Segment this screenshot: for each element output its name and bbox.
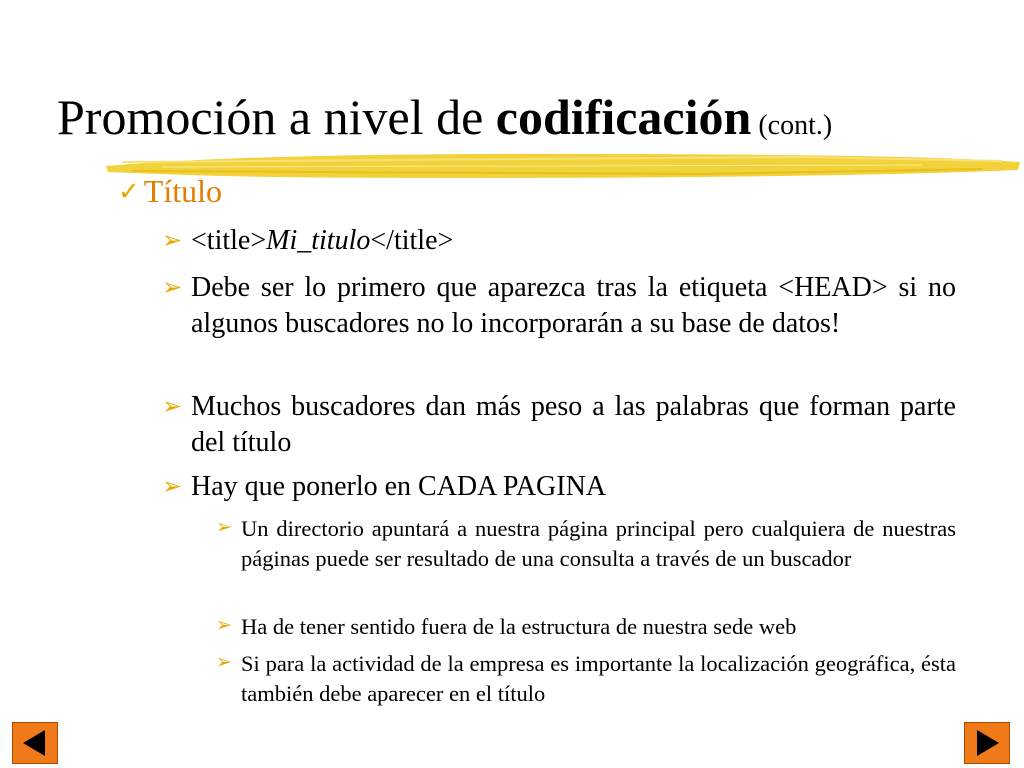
next-slide-button[interactable] [964, 722, 1010, 764]
level1-label: Título [143, 173, 223, 209]
title-part-2: codificación [495, 89, 752, 145]
brush-stroke-decoration [102, 148, 1024, 182]
check-icon: ✓ [118, 177, 140, 206]
previous-slide-button[interactable] [12, 722, 58, 764]
arrow-bullet-icon: ➢ [216, 615, 232, 636]
title-part-1: Promoción a nivel de [57, 89, 496, 145]
title-part-3: (cont.) [751, 110, 833, 141]
bullet-level1-titulo [118, 171, 222, 214]
sub-list-item: ➢ Ha de tener sentido fuera de la estructura de nuestra sede web [216, 612, 956, 642]
arrow-bullet-icon: ➢ [162, 228, 183, 254]
arrow-bullet-icon: ➢ [162, 275, 183, 301]
sub-list-item: ➢ Un directorio apuntará a nuestra página principal pero cualquiera de nuestras páginas puede ser resultado de una consulta a través de un buscador [216, 514, 956, 574]
arrow-bullet-icon: ➢ [216, 517, 232, 538]
slide-title [57, 86, 832, 157]
list-item: ➢ Debe ser lo primero que aparezca tras la etiqueta <HEAD> si no algunos buscadores no lo incorporarán a su base de datos! [162, 272, 956, 339]
triangle-right-icon [965, 723, 1009, 763]
list-item: ➢ Hay que ponerlo en CADA PAGINA [162, 469, 956, 505]
triangle-left-icon [13, 723, 57, 763]
sub-list-item: ➢ Si para la actividad de la empresa es importante la localización geográfica, ésta también debe aparecer en el título [216, 649, 956, 709]
list-item: ➢ <title>Mi_titulo</title> [162, 223, 956, 259]
list-item: ➢ Muchos buscadores dan más peso a las palabras que forman parte del título [162, 391, 956, 458]
arrow-bullet-icon: ➢ [162, 474, 183, 500]
arrow-bullet-icon: ➢ [216, 652, 232, 673]
arrow-bullet-icon: ➢ [162, 394, 183, 420]
